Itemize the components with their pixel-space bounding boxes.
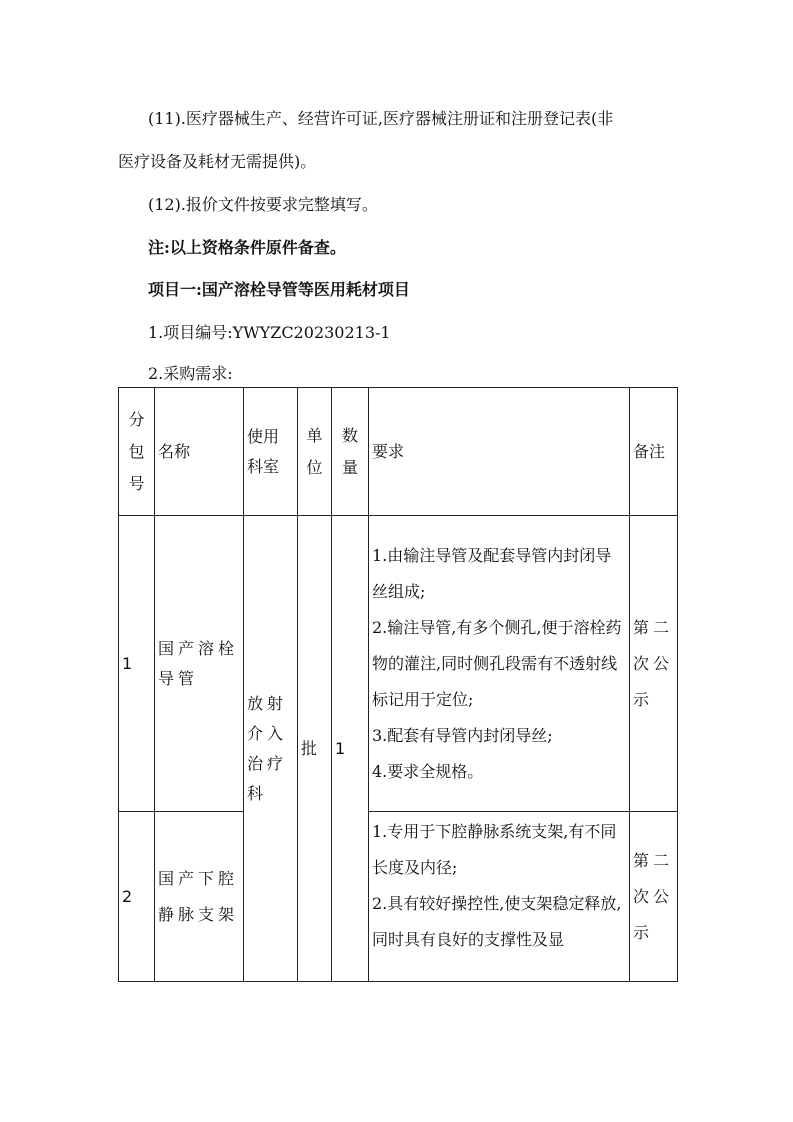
row1-req-2: 2.输注导管,有多个侧孔,便于溶栓药物的灌注,同时侧孔段需有不透射线标记用于定位;	[372, 617, 622, 709]
header-requirement: 要求	[369, 388, 630, 516]
row2-package-no: 2	[119, 812, 155, 982]
header-remark: 备注	[630, 388, 678, 516]
row1-req-4: 4.要求全规格。	[372, 761, 484, 781]
header-package-no: 分包号	[119, 388, 155, 516]
merged-dept: 放射介入治疗科	[244, 516, 298, 982]
row2-remark: 第二次公示	[630, 812, 678, 982]
row1-remark: 第二次公示	[630, 516, 678, 812]
requirements-table-wrapper	[118, 387, 678, 982]
requirements-table	[118, 387, 678, 982]
table-row	[119, 516, 678, 812]
row1-req-1: 1.由输注导管及配套导管内封闭导丝组成;	[372, 545, 612, 601]
row1-requirements	[369, 516, 630, 812]
row2-requirements	[369, 812, 630, 982]
row2-req-1: 1.专用于下腔静脉系统支架,有不同长度及内径;	[372, 822, 617, 877]
project-title: 项目一:国产溶栓导管等医用耗材项目	[148, 280, 410, 299]
merged-qty: 1	[332, 516, 369, 982]
merged-unit: 批	[298, 516, 332, 982]
item-12: (12).报价文件按要求完整填写。	[148, 195, 378, 214]
row2-name: 国产下腔静脉支架	[155, 812, 244, 982]
note: 注:以上资格条件原件备查。	[148, 238, 346, 257]
header-dept: 使用科室	[244, 388, 298, 516]
header-qty: 数量	[332, 388, 369, 516]
header-unit: 单位	[298, 388, 332, 516]
header-name: 名称	[155, 388, 244, 516]
item-11-line2: 医疗设备及耗材无需提供)。	[118, 152, 317, 171]
row1-package-no: 1	[119, 516, 155, 812]
row1-req-3: 3.配套有导管内封闭导丝;	[372, 725, 553, 745]
item-11-line1: (11).医疗器械生产、经营许可证,医疗器械注册证和注册登记表(非	[148, 109, 614, 128]
table-header-row	[119, 388, 678, 516]
row2-req-2: 2.具有较好操控性,使支架稳定释放,同时具有良好的支撑性及显	[372, 894, 622, 949]
row1-name: 国产溶栓导管	[155, 516, 244, 812]
table-row	[119, 812, 678, 982]
purchase-requirements-heading: 2.采购需求:	[148, 364, 233, 383]
project-number: 1.项目编号:YWYZC20230213-1	[148, 323, 391, 342]
